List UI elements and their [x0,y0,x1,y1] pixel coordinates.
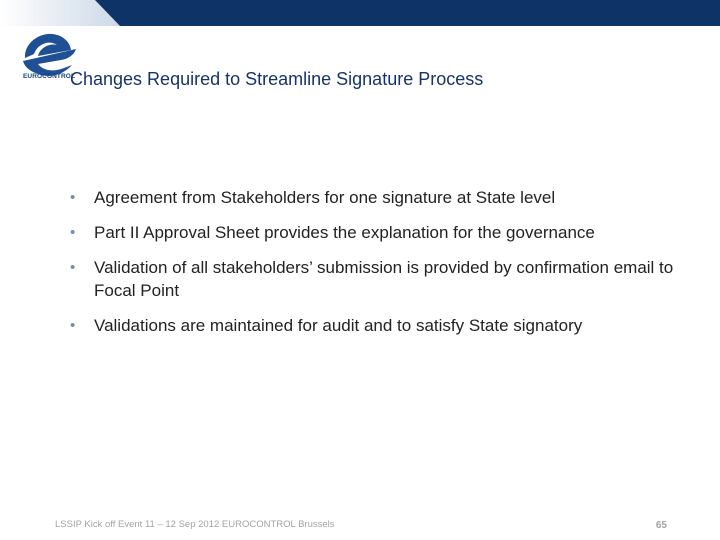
page-number: 65 [655,520,667,531]
bullet-marker: • [70,317,76,334]
bullet-list [70,186,690,349]
header-band [0,0,720,26]
bullet-marker: • [70,189,76,206]
bullet-item [70,256,690,302]
bullet-text: Agreement from Stakeholders for one signature at State level [94,188,556,207]
page-title: Changes Required to Streamline Signature Process [70,69,484,89]
bullet-item [70,221,690,244]
bullet-item [70,314,690,337]
bullet-text: Validations are maintained for audit and to satisfy State signatory [94,316,583,335]
footer-text: LSSIP Kick off Event 11 – 12 Sep 2012 EUROCONTROL Brussels [55,519,335,530]
bullet-text: Part II Approval Sheet provides the explanation for the governance [94,223,595,242]
bullet-marker: • [70,259,76,276]
bullet-marker: • [70,224,76,241]
bullet-text: Validation of all stakeholders’ submission is provided by confirmation email to Focal Point [94,258,674,300]
bullet-item [70,186,690,209]
logo-text: EUROCONTROL [23,73,76,80]
